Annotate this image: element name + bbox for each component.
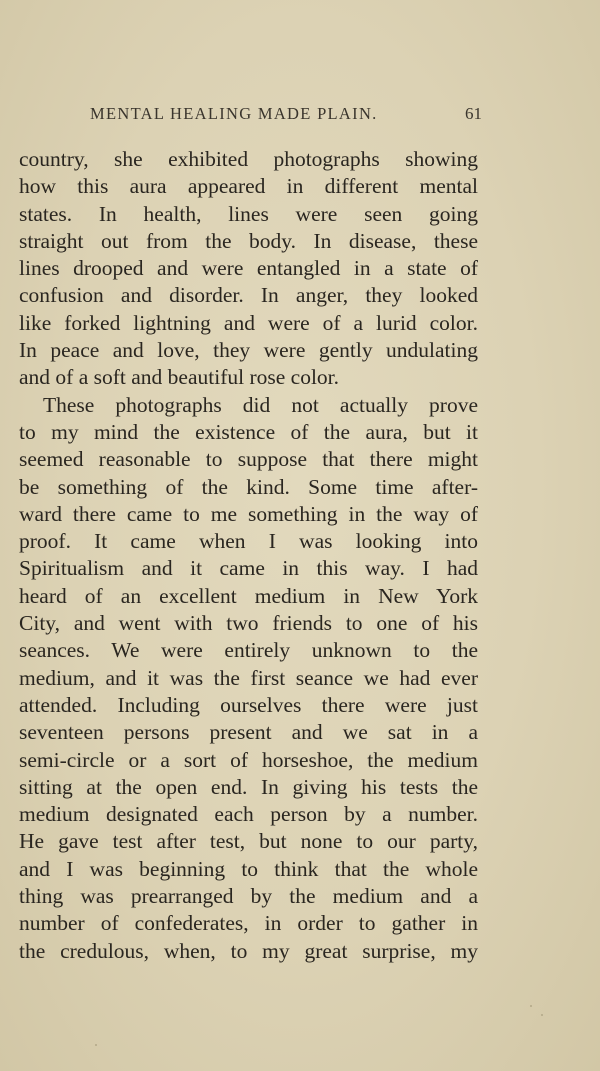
- text-line: the credulous, when, to my great surprise, my: [19, 938, 478, 963]
- running-head: MENTAL HEALING MADE PLAIN.: [90, 104, 378, 123]
- text-line: He gave test after test, but none to our party,: [19, 829, 478, 854]
- text-line: In peace and love, they were gently undulating: [19, 338, 478, 363]
- page-number: 61: [465, 104, 482, 123]
- text-line: thing was prearranged by the medium and a: [19, 884, 478, 909]
- page-header: [90, 104, 482, 128]
- text-line: sitting at the open end. In giving his tests the: [19, 774, 478, 799]
- text-line: Spiritualism and it came in this way. I had: [19, 556, 478, 581]
- text-line: country, she exhibited photographs showing: [19, 147, 478, 171]
- text-line: seemed reasonable to suppose that there might: [19, 447, 478, 472]
- text-line: how this aura appeared in different mental: [19, 174, 478, 199]
- text-line: to my mind the existence of the aura, but it: [19, 419, 478, 444]
- text-line: lines drooped and were entangled in a state of: [19, 256, 478, 281]
- text-line: seances. We were entirely unknown to the: [19, 638, 478, 663]
- text-line: City, and went with two friends to one of his: [19, 611, 478, 636]
- text-line: seventeen persons present and we sat in a: [19, 720, 478, 745]
- text-line: proof. It came when I was looking into: [19, 529, 478, 554]
- text-line: attended. Including ourselves there were just: [19, 692, 478, 717]
- paper-speck: [530, 1005, 532, 1007]
- body-text: [19, 146, 478, 965]
- text-line: confusion and disorder. In anger, they looked: [19, 283, 478, 308]
- text-line: ward there came to me something in the way of: [19, 501, 478, 526]
- paper-speck: [95, 1044, 97, 1046]
- text-line: number of confederates, in order to gather in: [19, 911, 478, 936]
- text-line: and I was beginning to think that the whole: [19, 856, 478, 881]
- text-line: These photographs did not actually prove: [43, 392, 478, 417]
- text-line: and of a soft and beautiful rose color.: [19, 365, 340, 390]
- text-line: like forked lightning and were of a lurid color.: [19, 310, 478, 335]
- text-line: medium, and it was the first seance we had ever: [19, 665, 478, 690]
- text-line: be something of the kind. Some time after-: [19, 474, 478, 499]
- paper-speck: [541, 1014, 543, 1016]
- text-line: semi-circle or a sort of horseshoe, the medium: [19, 747, 478, 772]
- text-line: heard of an excellent medium in New York: [19, 583, 478, 608]
- text-line: medium designated each person by a number.: [19, 802, 478, 827]
- text-line: states. In health, lines were seen going: [19, 201, 478, 226]
- text-line: straight out from the body. In disease, these: [19, 228, 478, 253]
